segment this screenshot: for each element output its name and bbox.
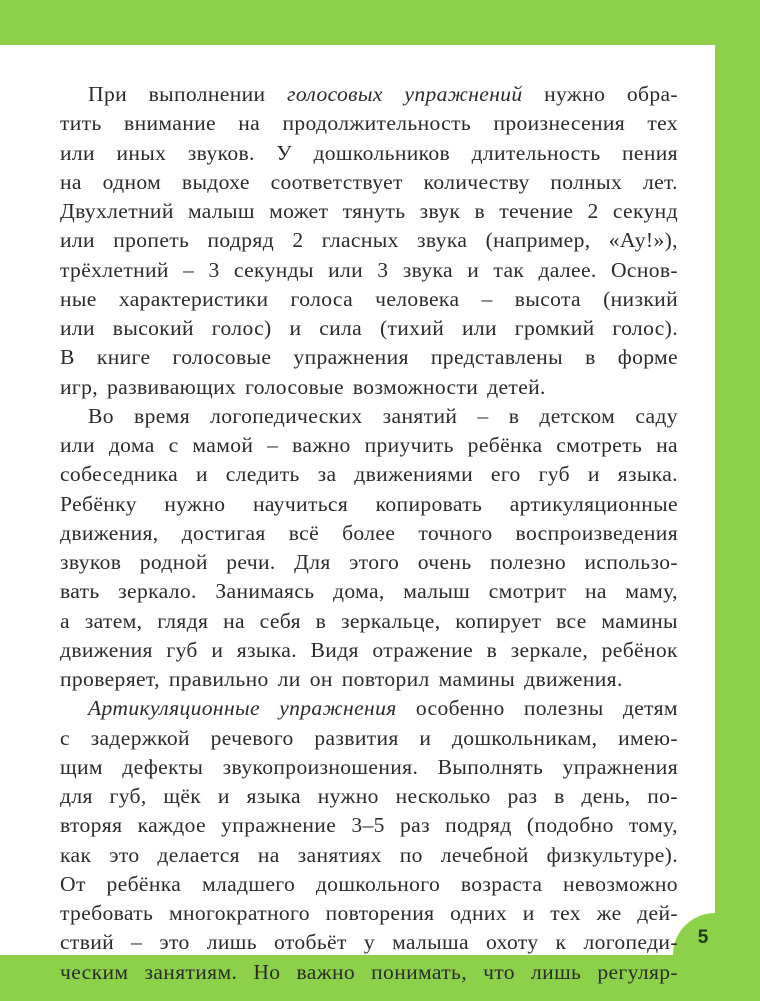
word: Основ-	[610, 257, 678, 282]
word: сила	[319, 316, 363, 340]
word: От	[60, 871, 86, 896]
word: В	[60, 345, 75, 370]
word: ные	[60, 286, 97, 311]
text-line	[60, 607, 678, 636]
word: лишь	[206, 930, 257, 955]
word: одном	[102, 169, 162, 194]
text-line	[60, 373, 678, 402]
text-line	[60, 694, 678, 723]
word: возможности	[352, 374, 479, 399]
word: саду	[635, 403, 678, 428]
word: проверяет,	[60, 667, 160, 691]
word: глядя	[157, 608, 209, 633]
text-line	[60, 285, 678, 314]
word: развития	[314, 725, 399, 750]
word: ребёнок	[601, 637, 678, 662]
word: по	[399, 842, 423, 867]
word: требовать	[60, 901, 154, 925]
word: на	[60, 169, 82, 194]
word: звуков.	[187, 140, 255, 165]
word: маму,	[625, 579, 678, 604]
word: высота	[514, 286, 581, 311]
word: лет.	[642, 169, 678, 194]
word: это	[109, 842, 140, 867]
text-line	[60, 226, 678, 255]
word: в	[554, 784, 565, 808]
emphasized-term: упражнения	[279, 696, 397, 721]
word: невозможно	[563, 871, 678, 896]
text-line	[60, 460, 678, 489]
word: секунд	[612, 199, 678, 223]
word: течение	[499, 199, 574, 223]
word: каждое	[137, 813, 206, 838]
word: полезны	[523, 696, 604, 721]
word: –	[131, 930, 143, 955]
word: звук	[419, 199, 461, 223]
word: высокий	[112, 316, 194, 340]
word: длительность	[471, 140, 601, 165]
emphasized-term: упражнений	[404, 82, 523, 106]
word: пения	[622, 140, 678, 165]
word: дефекты	[122, 754, 204, 779]
paragraph	[60, 80, 678, 402]
text-line	[60, 519, 678, 548]
word: (тихий	[379, 316, 445, 340]
text-line	[60, 811, 678, 840]
word: ребёнка	[467, 433, 543, 457]
word: для	[60, 784, 93, 808]
word: человека	[375, 286, 460, 311]
word: или	[60, 433, 95, 457]
word: важно	[292, 433, 351, 457]
word: на	[656, 433, 678, 457]
word: и	[467, 257, 480, 282]
word: и	[522, 901, 535, 925]
text-line	[60, 256, 678, 285]
text-line	[60, 782, 678, 811]
word: и	[211, 637, 224, 662]
word: его	[490, 462, 521, 487]
word: смотреть	[556, 433, 643, 457]
text-line	[60, 841, 678, 870]
word: в	[474, 199, 486, 223]
word: и	[587, 462, 600, 487]
word: за	[317, 462, 337, 487]
word: звуков	[60, 550, 122, 574]
word: в	[315, 608, 327, 633]
word: Ребёнку	[60, 491, 137, 516]
word: упражнения	[293, 345, 409, 370]
word: занятиях	[297, 842, 382, 867]
word: родной	[139, 550, 208, 574]
word: зеркало.	[118, 579, 197, 604]
word: так	[493, 257, 525, 282]
word: лечебной	[440, 842, 529, 867]
word: Для	[294, 550, 331, 574]
word: копирует	[455, 608, 542, 633]
word: 3–5	[351, 813, 385, 838]
word: раз	[399, 813, 430, 838]
word: Выполнять	[437, 754, 544, 779]
word: с	[60, 725, 70, 750]
word: иных	[116, 140, 167, 165]
text-line	[60, 109, 678, 138]
word: далее.	[538, 257, 597, 282]
word: тить	[60, 111, 102, 136]
text-line	[60, 577, 678, 606]
word: или	[60, 140, 95, 165]
word: детском	[539, 403, 616, 428]
word: представлены	[430, 345, 563, 370]
word: форме	[617, 345, 678, 370]
word: воспроизведения	[515, 520, 678, 545]
word: что	[483, 959, 515, 984]
word: голоса	[290, 286, 354, 311]
text-line	[60, 431, 678, 460]
word: младшего	[201, 871, 296, 896]
text-line	[60, 168, 678, 197]
word: в	[508, 403, 520, 428]
word: отобьёт	[274, 930, 347, 955]
word: а	[60, 608, 70, 633]
text-line	[60, 724, 678, 753]
word: повторения	[325, 901, 435, 925]
word: щим	[60, 754, 103, 779]
word: щёк	[163, 784, 202, 808]
word: этого	[349, 550, 400, 574]
word: Занимаясь	[215, 579, 315, 604]
word: внимание	[124, 111, 216, 136]
word: Видя	[310, 637, 359, 662]
page-number: 5	[697, 927, 709, 948]
word: регуляр-	[597, 959, 678, 984]
word: –	[183, 257, 195, 282]
word: мамины	[438, 667, 516, 691]
word: возраста	[460, 871, 543, 896]
word: задержкой	[90, 725, 190, 750]
word: это	[159, 930, 190, 955]
body-text	[60, 80, 678, 987]
word: 2	[292, 228, 304, 253]
word: развивающих	[107, 374, 237, 399]
word: раз	[507, 784, 538, 808]
word: соответствует	[270, 169, 403, 194]
text-line	[60, 899, 678, 928]
word: губ,	[109, 784, 147, 808]
word: звука	[402, 257, 453, 282]
text-line	[60, 636, 678, 665]
word: 3	[377, 257, 389, 282]
word: (например,	[485, 228, 591, 253]
word: может	[269, 199, 329, 223]
word: время	[134, 403, 190, 428]
text-line	[60, 197, 678, 226]
word: количеству	[423, 169, 530, 194]
word: повторил	[341, 667, 430, 691]
word: мамой	[192, 433, 254, 457]
word: гласных	[321, 228, 399, 253]
word: секунды	[233, 257, 314, 282]
word: на	[257, 842, 280, 867]
word: приучить	[364, 433, 454, 457]
word: зеркале,	[510, 637, 589, 662]
word: обра-	[626, 82, 678, 106]
word: ребёнка	[106, 871, 182, 896]
word: полезно	[490, 550, 567, 574]
word: трёхлетний	[60, 257, 169, 282]
word: затем,	[84, 608, 143, 633]
word: звукопроизношения.	[222, 754, 419, 779]
word: отражение	[372, 637, 474, 662]
word: Но	[253, 959, 281, 984]
word: тех	[550, 901, 581, 925]
word: использо-	[584, 550, 678, 574]
word: 3	[208, 257, 220, 282]
word: на	[238, 111, 261, 136]
word: или	[60, 316, 95, 340]
word: 2	[587, 199, 599, 223]
word: физкультуре).	[546, 842, 678, 867]
text-line	[60, 314, 678, 343]
word: более	[342, 520, 396, 545]
word: или	[60, 228, 95, 253]
word: голосовые	[172, 345, 272, 370]
word: ствий	[60, 930, 115, 955]
paragraph	[60, 402, 678, 695]
word: дома	[108, 433, 155, 457]
word: «Ау!»),	[608, 228, 678, 253]
word: выдохе	[181, 169, 250, 194]
word: языка	[246, 784, 301, 808]
word: занятиям.	[144, 959, 238, 984]
word: –	[477, 403, 489, 428]
word: он	[309, 667, 333, 691]
word: на	[223, 608, 245, 633]
word: имею-	[618, 725, 678, 750]
word: малыш	[403, 579, 471, 604]
word: зеркальце,	[340, 608, 441, 633]
word: делается	[157, 842, 240, 867]
word: нужно	[317, 784, 379, 808]
word: следить	[225, 462, 300, 487]
word: губ	[166, 637, 198, 662]
word: правильно	[168, 667, 269, 691]
word: или	[328, 257, 364, 282]
word: игр,	[60, 374, 99, 399]
word: детей.	[487, 374, 546, 399]
paragraph	[60, 694, 678, 987]
word: в	[585, 345, 596, 370]
word: подряд	[445, 813, 512, 838]
text-line	[60, 402, 678, 431]
word: ческим	[60, 959, 129, 984]
word: и	[419, 725, 432, 750]
word: тому,	[628, 813, 678, 838]
text-line	[60, 548, 678, 577]
word: языка.	[617, 462, 678, 487]
word: тянуть	[342, 199, 406, 223]
word: день,	[581, 784, 631, 808]
word: достигая	[181, 520, 266, 545]
word: у	[363, 930, 375, 955]
text-line	[60, 958, 678, 987]
word: характеристики	[118, 286, 269, 311]
text-line	[60, 80, 678, 109]
word: пропеть	[113, 228, 190, 253]
word: ли	[277, 667, 301, 691]
word: с	[168, 433, 179, 457]
word: малыша	[392, 930, 469, 955]
word: в	[486, 637, 498, 662]
word: –	[267, 433, 279, 457]
word: Двухлетний	[60, 199, 174, 223]
word: При	[88, 82, 127, 106]
word: дошкольников	[313, 140, 451, 165]
word: научиться	[252, 491, 349, 516]
word: Во	[88, 403, 114, 428]
text-line	[60, 928, 678, 957]
word: особенно	[415, 696, 505, 721]
word: –	[481, 286, 493, 311]
word: голос).	[612, 316, 678, 340]
word: упражнения	[562, 754, 678, 779]
word: или	[462, 316, 497, 340]
word: охоту	[486, 930, 539, 955]
word: речевого	[210, 725, 294, 750]
word: речи.	[226, 550, 276, 574]
word: произнесения	[493, 111, 626, 136]
word: (низкий	[603, 286, 678, 311]
word: дей-	[637, 901, 678, 925]
word: точного	[418, 520, 493, 545]
word: мамины	[601, 608, 678, 633]
word: артикуляционные	[509, 491, 678, 516]
word: движениями	[354, 462, 474, 487]
word: смотрит	[488, 579, 567, 604]
word: упражнение	[221, 813, 337, 838]
word: У	[276, 140, 292, 165]
word: важно	[296, 959, 356, 984]
word: себя	[259, 608, 301, 633]
emphasized-term: голосовых	[287, 82, 383, 106]
word: вторяя	[60, 813, 123, 838]
word: подряд	[207, 228, 275, 253]
word: все	[556, 608, 587, 633]
page-number-tab	[673, 913, 757, 997]
word: звука	[417, 228, 468, 253]
word: тех	[647, 111, 678, 136]
word: занятий	[382, 403, 458, 428]
word: языка.	[236, 637, 297, 662]
word: дошкольникам,	[451, 725, 598, 750]
text-line	[60, 490, 678, 519]
word: детям	[622, 696, 678, 721]
word: по-	[647, 784, 678, 808]
word: логопедических	[210, 403, 363, 428]
word: продолжительность	[282, 111, 472, 136]
word: движения	[60, 637, 153, 662]
word: несколько	[395, 784, 491, 808]
word: выполнении	[148, 82, 266, 106]
word: и	[289, 316, 302, 340]
emphasized-term: Артикуляционные	[88, 696, 260, 721]
word: и	[217, 784, 230, 808]
text-line	[60, 753, 678, 782]
word: одних	[450, 901, 507, 925]
text-line	[60, 139, 678, 168]
word: к	[555, 930, 567, 955]
word: движения,	[60, 520, 159, 545]
word: голосовые	[245, 374, 344, 399]
word: голос)	[211, 316, 272, 340]
word: дома,	[333, 579, 385, 604]
word: лишь	[531, 959, 582, 984]
word: губ	[538, 462, 570, 487]
word: малыш	[187, 199, 255, 223]
word: полных	[550, 169, 623, 194]
word: и	[195, 462, 208, 487]
word: же	[596, 901, 622, 925]
word: вать	[60, 579, 100, 604]
word: копировать	[375, 491, 483, 516]
word: очень	[417, 550, 472, 574]
word: нужно	[544, 82, 606, 106]
word: всё	[288, 520, 320, 545]
word: громкий	[514, 316, 595, 340]
word: движения.	[524, 667, 623, 691]
word: собеседника	[60, 462, 179, 487]
word: как	[60, 842, 92, 867]
word: книге	[96, 345, 151, 370]
text-line	[60, 870, 678, 899]
word: (подобно	[526, 813, 614, 838]
word: нужно	[164, 491, 226, 516]
word: логопеди-	[583, 930, 678, 955]
word: понимать,	[371, 959, 467, 984]
word: на	[584, 579, 607, 604]
word: многократного	[168, 901, 310, 925]
text-line	[60, 665, 678, 694]
text-line	[60, 343, 678, 372]
word: дошкольного	[315, 871, 441, 896]
